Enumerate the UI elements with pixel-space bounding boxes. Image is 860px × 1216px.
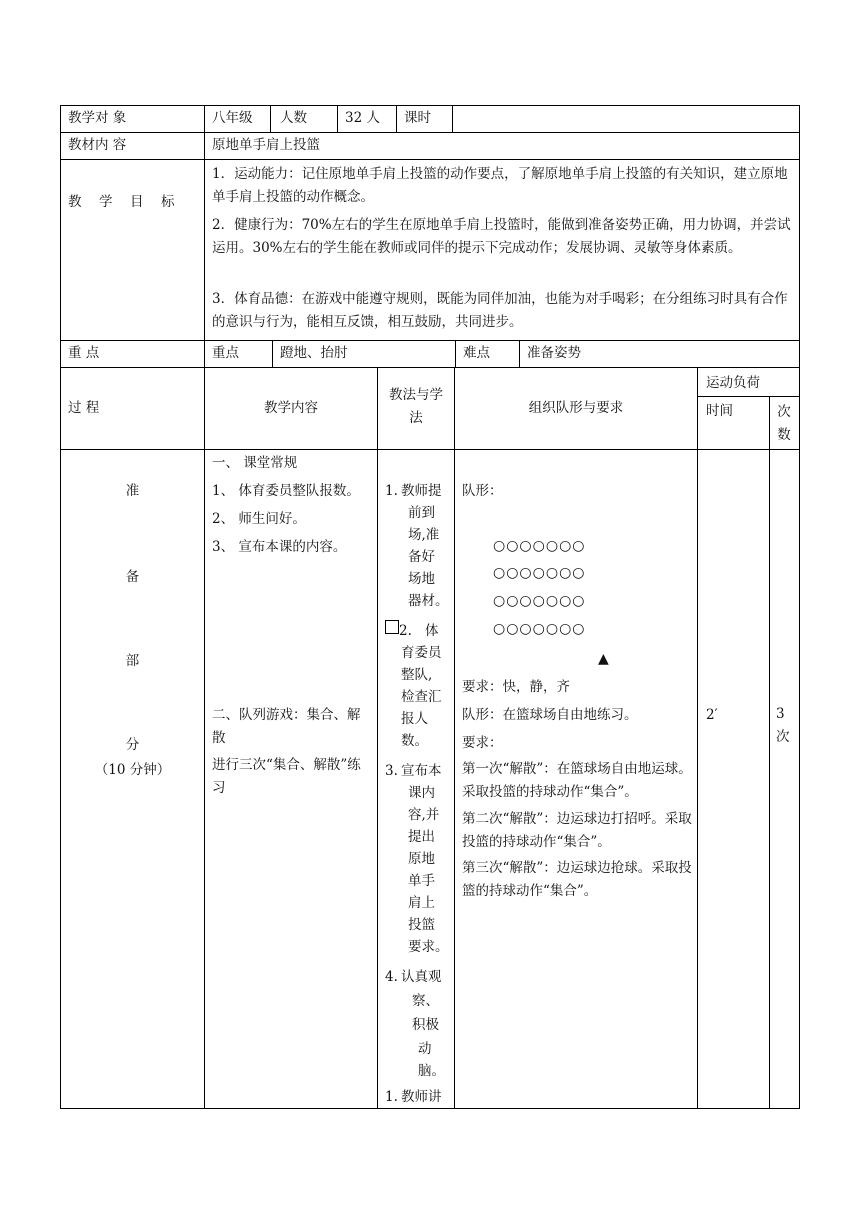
label-period: 课时 xyxy=(404,110,431,126)
teacher-marker-icon: ▲ xyxy=(598,651,609,667)
routine-item: 2、 师生问好。 xyxy=(212,511,306,527)
round-3: 第三次“解散”：边运球边抢球。采取投篮的持球动作“集合”。 xyxy=(462,860,692,899)
label-objectives: 教 学 目 标 xyxy=(68,194,177,210)
col-times: 次数 xyxy=(777,404,791,443)
method-number: 1. xyxy=(385,1089,398,1105)
method-line: 检查汇 xyxy=(401,689,442,705)
formation-row: ○○○○○○○ xyxy=(493,593,586,609)
method-line: 体 xyxy=(425,623,439,639)
method-number: 2. xyxy=(399,623,412,639)
label-keypoints: 重 点 xyxy=(68,345,100,361)
method-line: 课内 xyxy=(408,785,435,801)
game-title: 二、队列游戏：集合、解散 xyxy=(212,707,361,746)
grid-line xyxy=(60,1108,800,1109)
grid-line xyxy=(396,105,397,132)
objective-1: 1．运动能力：记住原地单手肩上投篮的动作要点，了解原地单手肩上投篮的有关知识，建立原地单手肩上投篮的动作概念。 xyxy=(212,166,788,205)
method-number: 3. xyxy=(385,763,398,779)
difficulty-label: 难点 xyxy=(463,345,490,361)
times-value: 3 次 xyxy=(776,706,790,745)
grid-line xyxy=(272,340,273,367)
col-content: 教学内容 xyxy=(264,400,318,416)
method-line: 脑。 xyxy=(418,1063,445,1079)
col-method: 教法与学法 xyxy=(389,387,443,426)
col-time: 时间 xyxy=(706,403,733,419)
method-line: 投篮 xyxy=(408,917,435,933)
method-line: 场地 xyxy=(408,571,435,587)
objective-3: 3．体育品德：在游戏中能遵守规则，既能为同伴加油，也能为对手喝彩；在分组练习时具有合作的意识与行为，能相互反馈，相互鼓励，共同进步。 xyxy=(212,291,788,330)
key-value: 蹬地、抬肘 xyxy=(280,345,348,361)
formation-row: ○○○○○○○ xyxy=(493,565,586,581)
grid-line xyxy=(60,367,800,368)
grid-line xyxy=(270,105,271,132)
grade-value: 八年级 xyxy=(212,110,253,126)
method-line: 教师讲 xyxy=(401,1089,442,1105)
requirement-1: 要求：快，静，齐 xyxy=(462,679,570,695)
grid-line xyxy=(519,340,520,367)
method-line: 单手 xyxy=(408,873,435,889)
method-line: 容,并 xyxy=(408,807,440,823)
time-value: 2′ xyxy=(706,707,718,723)
section-char: 分 xyxy=(125,737,140,753)
round-2: 第二次“解散”：边运球边打招呼。采取投篮的持球动作“集合”。 xyxy=(462,811,692,850)
formation-row: ○○○○○○○ xyxy=(493,621,586,637)
grid-line xyxy=(60,340,800,341)
formation-label: 队形： xyxy=(462,483,503,499)
method-line: 原地 xyxy=(408,851,435,867)
grid-line xyxy=(452,105,453,132)
grid-line xyxy=(454,367,455,1109)
col-process: 过 程 xyxy=(68,400,100,416)
method-line: 教师提 xyxy=(401,483,442,499)
method-line: 察、 xyxy=(412,993,439,1009)
method-number: 4. xyxy=(385,969,398,985)
method-line: 认真观 xyxy=(401,969,442,985)
method-line: 场,准 xyxy=(408,527,440,543)
method-number: 1. xyxy=(385,483,398,499)
method-line: 整队, xyxy=(401,667,433,683)
round-1: 第一次“解散”：在篮球场自由地运球。采取投篮的持球动作“集合”。 xyxy=(462,761,692,800)
section-char: 部 xyxy=(125,653,140,669)
grid-line xyxy=(60,105,800,106)
routine-title: 一、 课堂常规 xyxy=(212,455,298,471)
grid-line xyxy=(60,105,61,1109)
method-line: 数。 xyxy=(401,733,428,749)
formation-2: 队形：在篮球场自由地练习。 xyxy=(462,707,638,723)
material-value: 原地单手肩上投篮 xyxy=(212,137,320,153)
method-line: 前到 xyxy=(408,505,435,521)
section-char: 备 xyxy=(125,569,140,585)
grid-line xyxy=(769,396,770,1109)
grid-line xyxy=(697,367,698,1109)
label-material: 教材内 容 xyxy=(68,137,127,153)
method-line: 宣布本 xyxy=(401,763,442,779)
game-desc: 进行三次“集合、解散”练习 xyxy=(212,757,361,796)
requirement-label: 要求： xyxy=(462,735,503,751)
method-line: 肩上 xyxy=(408,895,435,911)
formation-row: ○○○○○○○ xyxy=(493,538,586,554)
grid-line xyxy=(60,132,800,133)
label-target: 教学对 象 xyxy=(68,110,127,126)
difficulty-value: 准备姿势 xyxy=(527,345,581,361)
grid-line xyxy=(799,105,800,1109)
method-line: 动 xyxy=(418,1041,432,1057)
count-value: 32 人 xyxy=(345,110,380,126)
method-line: 备好 xyxy=(408,549,435,565)
col-load: 运动负荷 xyxy=(706,375,760,391)
grid-line xyxy=(697,396,800,397)
method-line: 提出 xyxy=(408,829,435,845)
section-char: 准 xyxy=(125,483,140,499)
grid-line xyxy=(337,105,338,132)
section-duration: （10 分钟） xyxy=(94,762,171,778)
method-line: 器材。 xyxy=(408,593,449,609)
method-line: 报人 xyxy=(401,711,428,727)
grid-line xyxy=(455,340,456,367)
col-organization: 组织队形与要求 xyxy=(528,400,624,416)
grid-line xyxy=(60,159,800,160)
objective-2: 2．健康行为：70%左右的学生在原地单手肩上投篮时，能做到准备姿势正确，用力协调，并尝试运用。30%左右的学生能在教师或同伴的提示下完成动作；发展协调、灵敏等身体素质。 xyxy=(212,217,791,256)
method-line: 积极 xyxy=(412,1017,439,1033)
grid-line xyxy=(60,449,800,450)
checkbox-marker xyxy=(385,620,399,634)
grid-line xyxy=(204,105,205,1109)
label-count: 人数 xyxy=(280,110,307,126)
method-line: 要求。 xyxy=(408,939,449,955)
routine-item: 1、 体育委员整队报数。 xyxy=(212,483,360,499)
key-label: 重点 xyxy=(212,345,239,361)
routine-item: 3、 宣布本课的内容。 xyxy=(212,539,347,555)
method-line: 育委员 xyxy=(401,645,442,661)
grid-line xyxy=(377,367,378,1109)
